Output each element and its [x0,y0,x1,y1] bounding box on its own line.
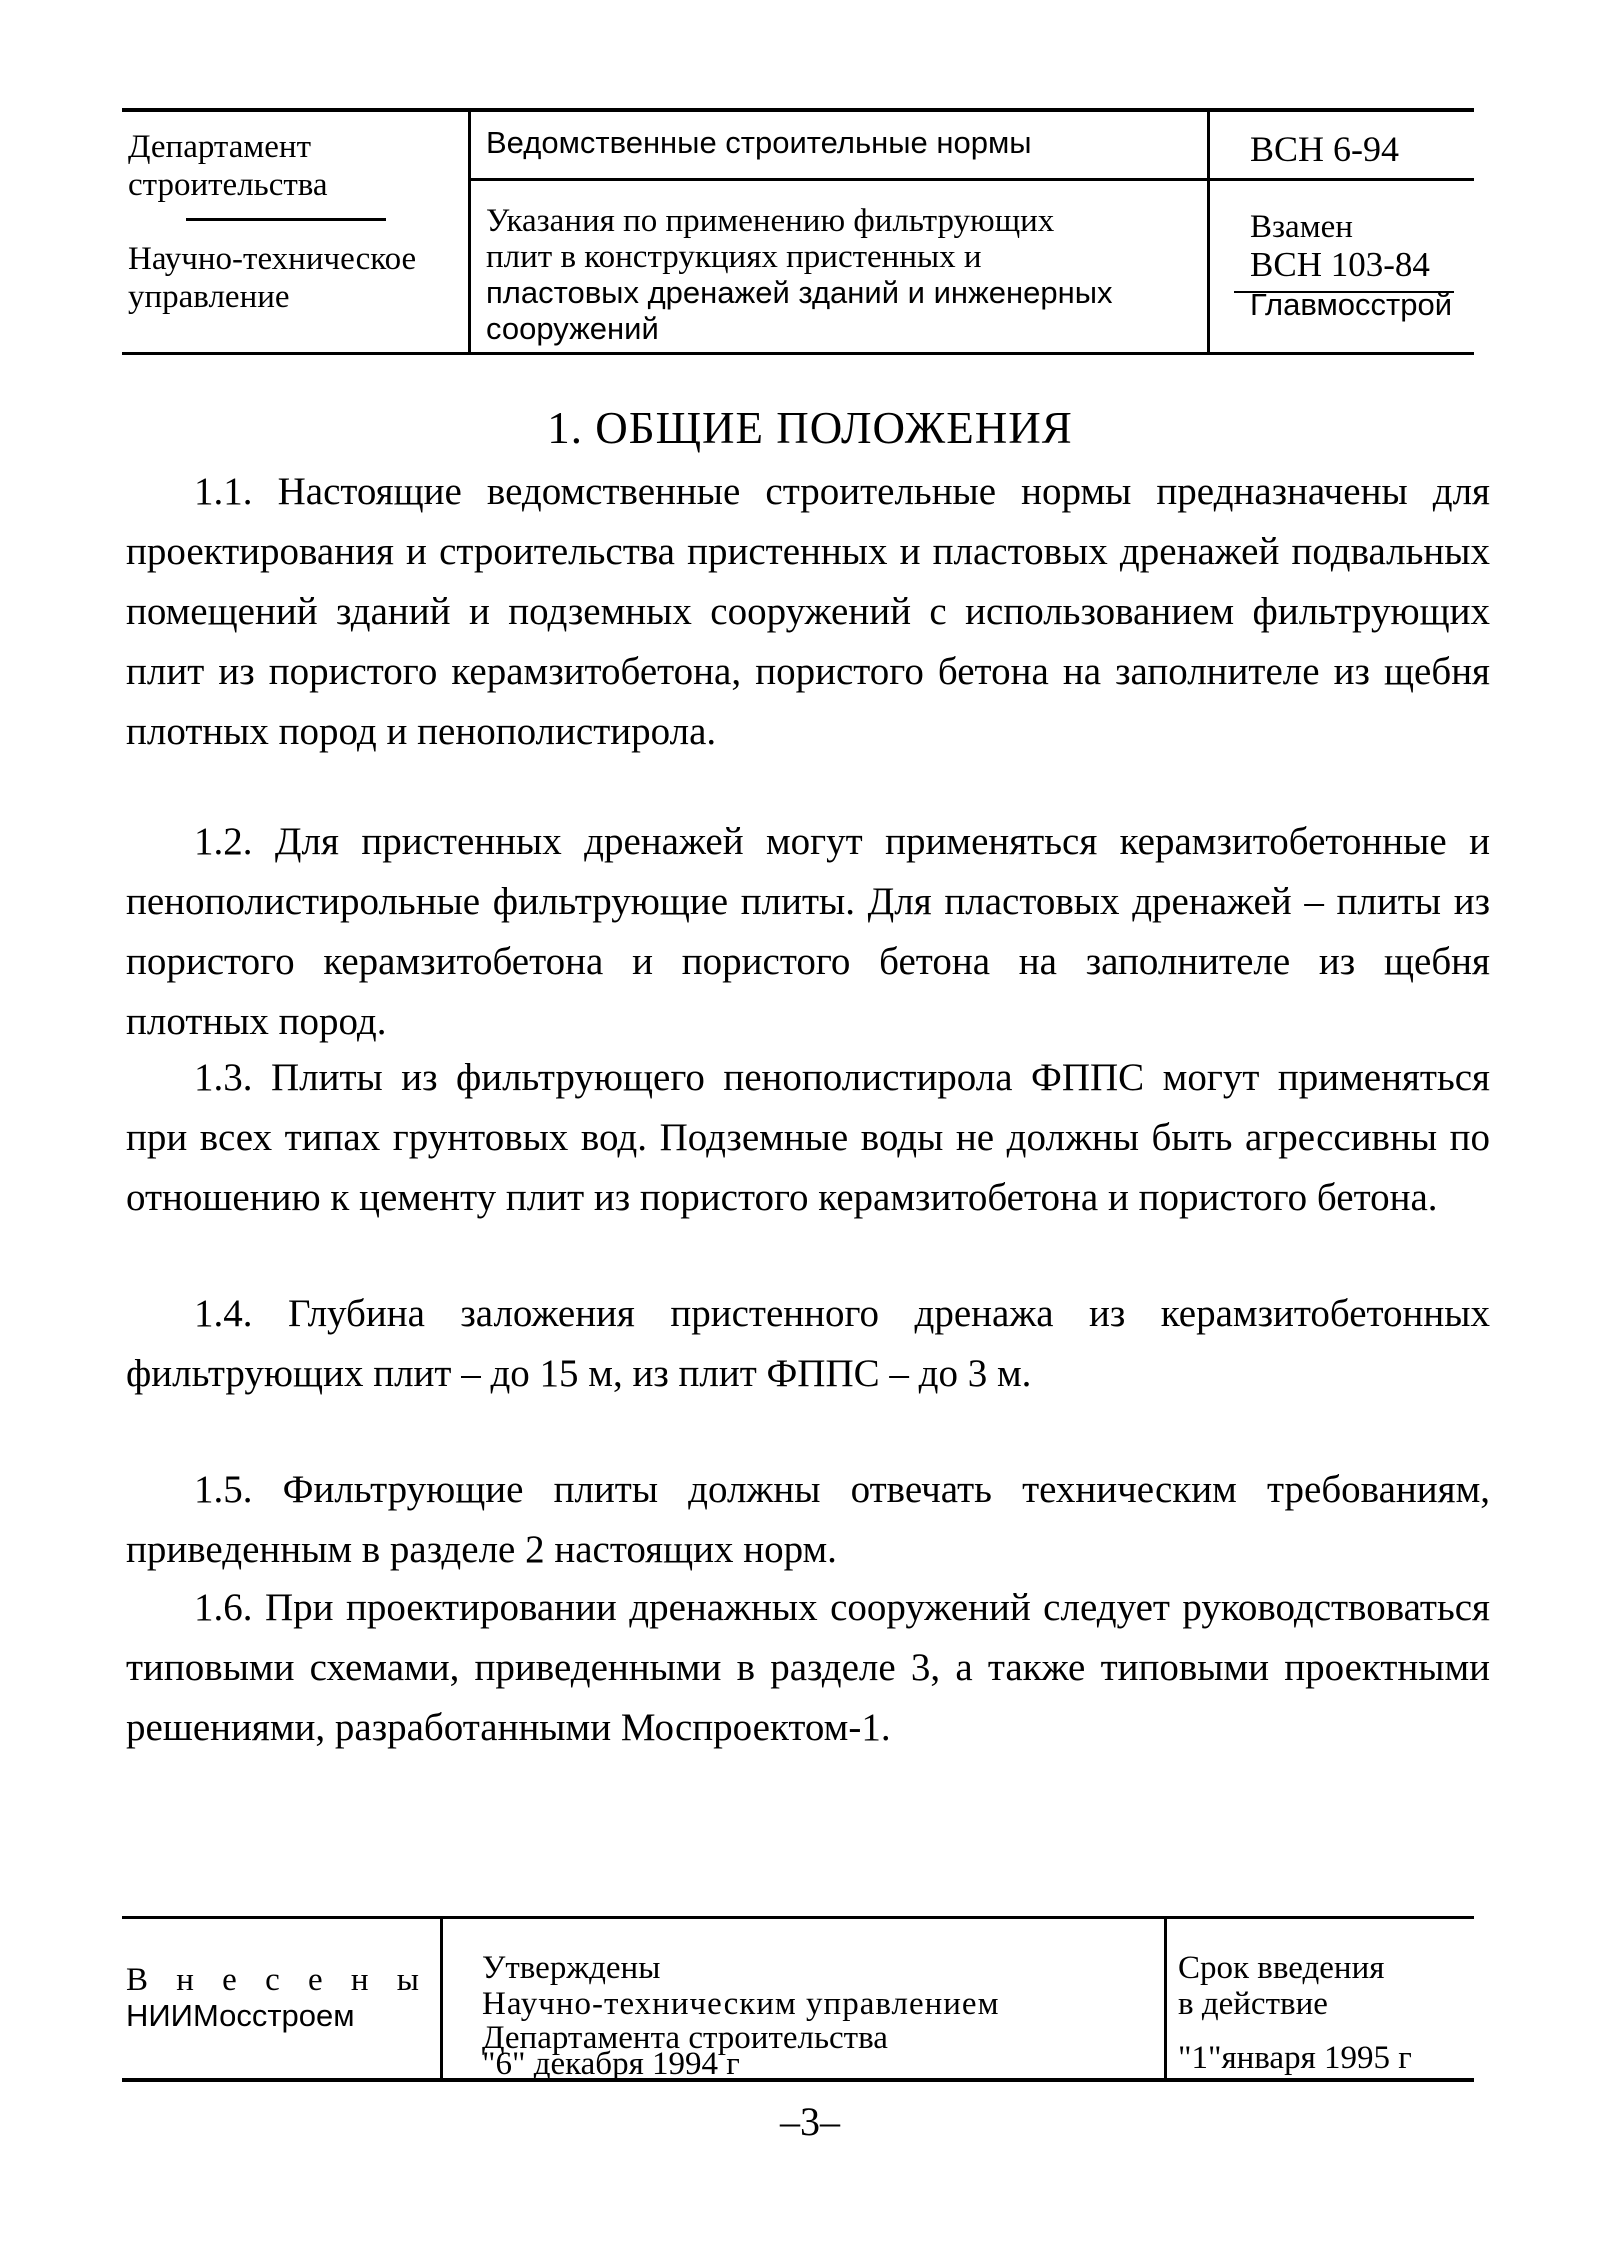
footer-approved-line2: Департамента строительства [482,2020,888,2056]
header-divider-2 [1207,110,1210,354]
footer-effective-date: "1"января 1995 г [1178,2040,1412,2076]
header-doc-title-line1: Указания по применению фильтрующих [486,203,1055,239]
paragraph-1-3: 1.3. Плиты из фильтрующего пенополистирола ФППС могут применяться при всех типах грунтовых вод. Подземные воды не должны быть агрессивны по отношению к цементу плит из пористого керамзитобетона и пористого бетона. [126,1056,1490,1219]
header-table [122,108,1474,354]
section-title: 1. ОБЩИЕ ПОЛОЖЕНИЯ [547,403,1073,453]
header-dept-line3: Научно-техническое [128,241,417,277]
footer-approved-label: Утверждены [482,1950,661,1986]
paragraph-1-4: 1.4. Глубина заложения пристенного дренажа из керамзитобетонных фильтрующих плит – до 15 м, из плит ФППС – до 3 м. [126,1292,1490,1395]
header-replaces-label: Взамен [1250,209,1353,245]
footer-introduced-by: НИИМосстроем [126,1998,355,2033]
header-divider-1 [468,110,471,354]
footer-divider-2 [1164,1918,1167,2080]
page-number: –3– [780,2099,840,2144]
header-replaces-org: Главмосстрой [1250,287,1453,322]
footer-approved-date: "6" декабря 1994 г [482,2046,740,2082]
header-dept-line2: строительства [128,167,328,203]
footer-effective-label1: Срок введения [1178,1950,1385,1986]
header-right-rule [1210,178,1474,181]
footer-approved-line1: Научно-техническим управлением [482,1986,1000,2022]
header-bottom-rule [122,352,1474,355]
header-doc-title-line4: сооружений [486,311,659,346]
header-replaces-code: ВСН 103-84 [1250,245,1430,284]
header-middle-rule [471,178,1207,181]
header-top-rule [122,108,1474,112]
paragraph-1-2: 1.2. Для пристенных дренажей могут применяться керамзитобетонные и пенополистирольные фильтрующие плиты. Для пластовых дренажей – плиты из пористого керамзитобетона и пористого бетона на заполнителе из щебня плотных пород. [126,820,1490,1043]
footer-top-rule [122,1916,1474,1919]
footer-table [122,1916,1474,2084]
footer-bottom-rule [122,2078,1474,2082]
footer-effective-label2: в действие [1178,1986,1328,2022]
paragraph-1-1: 1.1. Настоящие ведомственные строительные нормы предназначены для проектирования и строительства пристенных и пластовых дренажей подвальных помещений зданий и подземных сооружений с использованием фильтрующих плит из пористого керамзитобетона, пористого бетона на заполнителе из щебня плотных пород и пенополистирола. [126,470,1490,753]
footer-introduced-label: В н е с е н ы [126,1962,429,1998]
header-dept-line1: Департамент [128,129,312,165]
paragraph-1-5: 1.5. Фильтрующие плиты должны отвечать техническим требованиям, приведенным в разделе 2 настоящих норм. [126,1468,1490,1571]
footer-divider-1 [440,1918,443,2080]
header-dept-line4: управление [128,279,290,315]
header-doc-title-line3: пластовых дренажей зданий и инженерных [486,275,1113,310]
header-doc-code: ВСН 6-94 [1250,129,1400,169]
header-doc-title-line2: плит в конструкциях пристенных и [486,239,982,275]
header-norms-type: Ведомственные строительные нормы [486,125,1032,160]
paragraph-1-6: 1.6. При проектировании дренажных сооружений следует руководствоваться типовыми схемами, приведенными в разделе 3, а также типовыми проектными решениями, разработанными Моспроектом-1. [126,1586,1490,1749]
header-left-short-rule [186,218,386,221]
